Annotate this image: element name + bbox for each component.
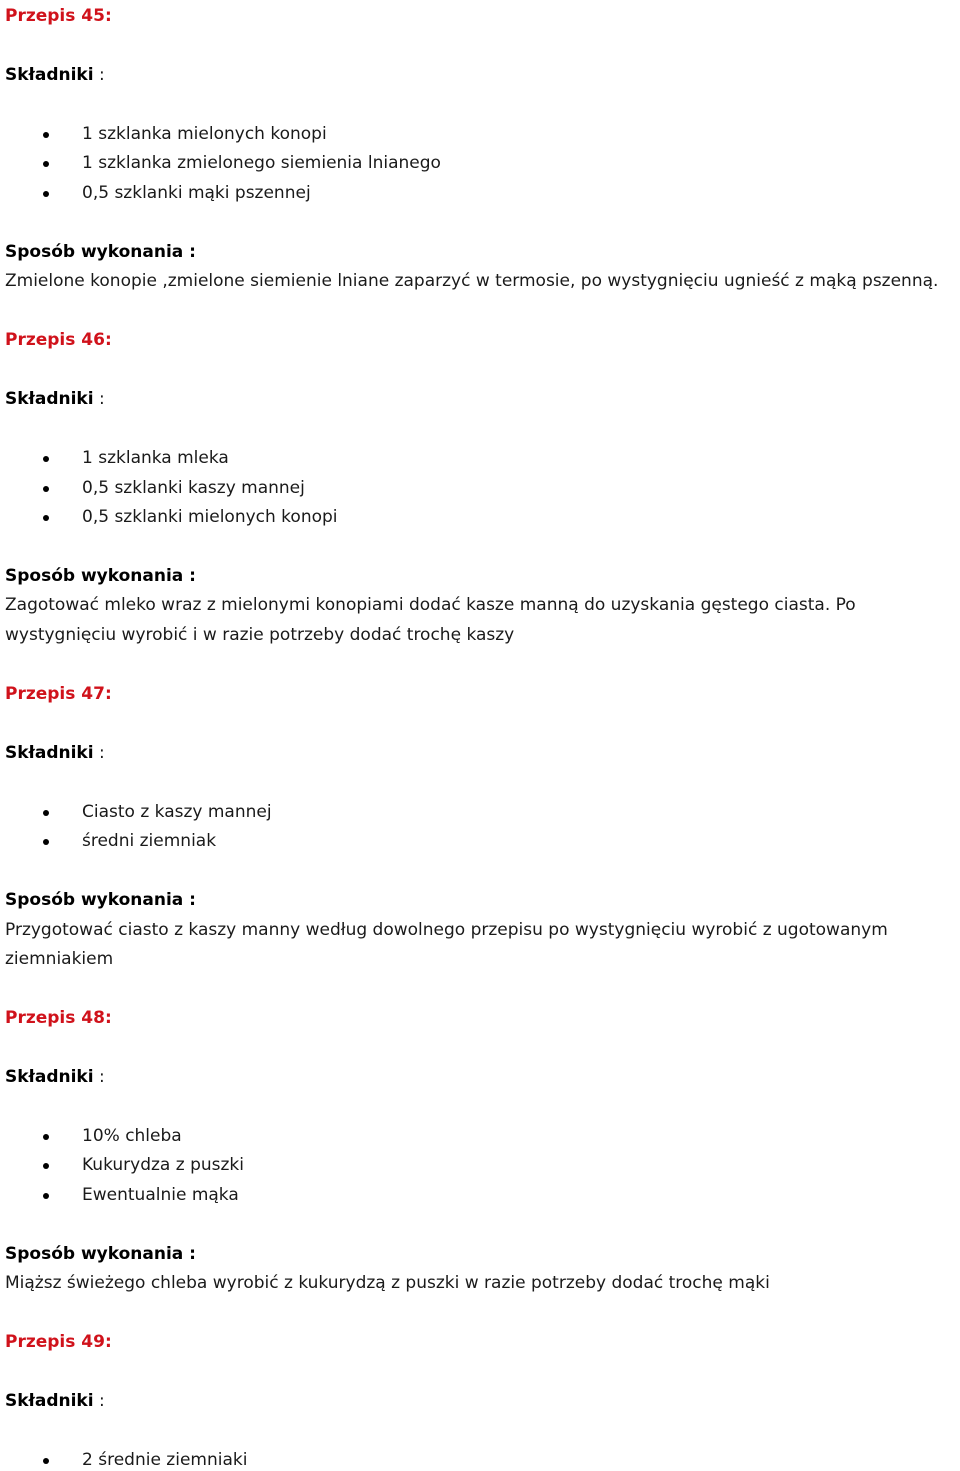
bullet-icon [43,1163,49,1169]
method-label: Sposób wykonania : [5,566,196,586]
ingredient-item: 1 szklanka zmielonego siemienia lnianego [82,153,441,174]
ingredients-heading [5,1067,105,1087]
bullet-icon [43,810,49,816]
ingredient-item: 0,5 szklanki mielonych konopi [82,507,338,527]
ingredients-colon: : [93,742,105,763]
ingredients-colon: : [93,65,105,85]
ingredients-label: Składniki [5,389,94,410]
ingredients-heading [5,1391,105,1411]
recipe-title: Przepis 47: [5,683,112,704]
bullet-icon [43,161,49,167]
ingredient-item: Ewentualnie mąka [82,1184,239,1205]
recipe-title: Przepis 48: [5,1008,112,1028]
method-label: Sposób wykonania : [5,890,196,911]
ingredients-label: Składniki [5,65,94,85]
ingredients-label: Składniki [5,1067,94,1087]
ingredient-item: Ciasto z kaszy mannej [82,801,272,822]
method-text: wystygnięciu wyrobić i w razie potrzeby dodać trochę kaszy [5,624,515,645]
bullet-icon [43,456,49,462]
ingredient-item: 1 szklanka mielonych konopi [82,124,327,144]
method-text: Miąższ świeżego chleba wyrobić z kukurydzą z puszki w razie potrzeby dodać trochę mąki [5,1273,770,1294]
ingredient-item: 1 szklanka mleka [82,448,229,469]
bullet-icon [43,1134,49,1140]
bullet-icon [43,486,49,492]
ingredients-colon: : [93,389,105,410]
ingredients-colon: : [93,1391,105,1412]
method-text: Zagotować mleko wraz z mielonymi konopiami dodać kasze manną do uzyskania gęstego ciasta. Po [5,595,856,616]
bullet-icon [43,1193,49,1199]
ingredient-item: 0,5 szklanki kaszy mannej [82,477,305,498]
ingredients-label: Składniki [5,1391,94,1412]
bullet-icon [43,1458,49,1464]
method-label: Sposób wykonania : [5,1243,196,1264]
recipe-title: Przepis 45: [5,6,112,26]
method-label: Sposób wykonania : [5,241,196,262]
ingredients-colon: : [93,1067,105,1087]
bullet-icon [43,191,49,197]
bullet-icon [43,839,49,845]
recipe-title: Przepis 46: [5,330,112,351]
method-text: Zmielone konopie ,zmielone siemienie lniane zaparzyć w termosie, po wystygnięciu ugnieść z mąką pszenną. [5,271,939,292]
ingredient-item: 10% chleba [82,1126,182,1146]
ingredients-heading [5,743,105,763]
ingredients-heading [5,65,105,85]
ingredients-heading [5,389,105,409]
ingredient-item: 0,5 szklanki mąki pszennej [82,182,311,203]
ingredient-item: Kukurydza z puszki [82,1155,244,1176]
bullet-icon [43,132,49,138]
method-text: Przygotować ciasto z kaszy manny według dowolnego przepisu po wystygnięciu wyrobić z ugotowanym [5,919,888,940]
method-text: ziemniakiem [5,949,114,969]
recipe-title: Przepis 49: [5,1332,112,1353]
bullet-icon [43,515,49,521]
ingredient-item: 2 średnie ziemniaki [82,1450,248,1471]
ingredients-label: Składniki [5,742,94,763]
ingredient-item: średni ziemniak [82,831,217,852]
